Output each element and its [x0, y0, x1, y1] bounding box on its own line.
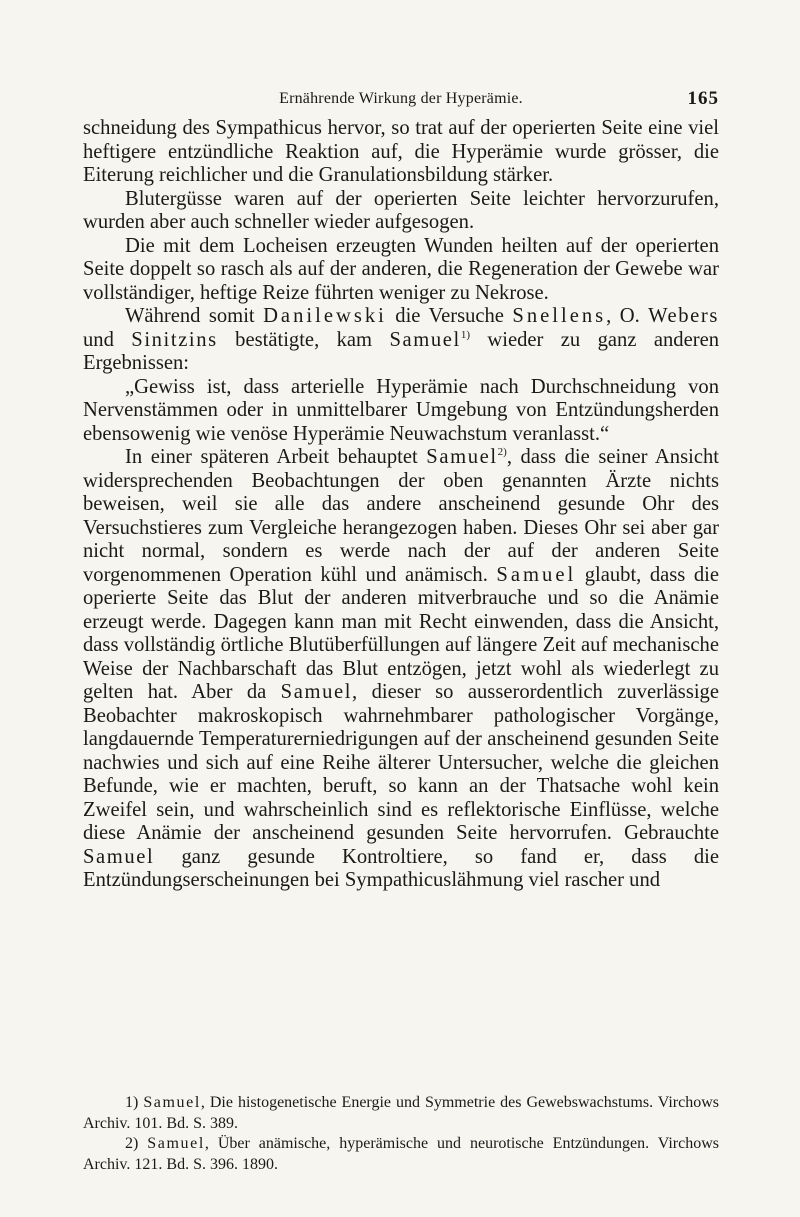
running-title: Ernährende Wirkung der Hyperämie.: [279, 90, 523, 107]
footnote-1: [83, 1093, 719, 1134]
text-run: In einer späteren Arbeit behauptet: [125, 446, 427, 468]
page-number: 165: [687, 88, 719, 109]
footnote-author: Samuel: [143, 1094, 201, 1111]
author-name: Sinitzins: [131, 328, 218, 351]
text-run: bestätigte, kam: [217, 328, 390, 351]
quotation: „Gewiss ist, dass arterielle Hyperämie nach Durchschneidung von Nervenstämmen oder in unmittelbarer Umgebung von Entzündungsherden ebensowenig wie venöse Hyperämie Neuwachstum veranlasst.“: [83, 375, 719, 445]
main-text: [83, 117, 719, 893]
author-name: Samuel: [83, 845, 155, 868]
footnote-marker: 2): [125, 1135, 139, 1152]
footnotes: [83, 1093, 719, 1175]
text-run: wieder zu ganz anderen Ergebnissen:: [83, 328, 720, 374]
author-name: Snellens: [512, 305, 607, 327]
paragraph-2: Blutergüsse waren auf der operierten Seite leichter hervorzurufen, wurden aber auch schneller wieder aufgesogen.: [83, 187, 719, 233]
text-run: glaubt, dass die operierte Seite das Blut der anderen mitverbrauche und so die Anämie erzeugt werde. Dagegen kann man mit Recht einwenden, dass die Ansicht, dass vollständig örtliche Blutüberfüllungen auf längere Zeit auf mechanische Weise der Nachbarschaft das Blut entzögen, jetzt wohl als wiederlegt zu gelten hat. Aber da: [83, 563, 719, 703]
text-run: die Versuche: [386, 305, 513, 327]
footnote-2: [83, 1134, 719, 1175]
footnote-text: , Die histogenetische Energie und Symmetrie des Gewebswachstums. Virchows Archiv. 101. Bd. S. 389.: [83, 1094, 720, 1132]
text-run: , O.: [606, 305, 649, 327]
author-name: Samuel: [280, 681, 353, 703]
footnote-author: Samuel: [147, 1135, 205, 1152]
text-run: Während somit: [125, 305, 264, 327]
author-name: Webers: [648, 305, 719, 327]
author-name: Samuel: [426, 446, 498, 468]
footnote-marker: 1): [125, 1094, 139, 1111]
text-run: ganz gesunde Kontroltiere, so fand er, dass die Entzündungserscheinungen bei Sympathicuslähmung viel rascher und: [83, 845, 719, 891]
footnote-text: , Über anämische, hyperämische und neurotische Entzündungen. Virchows Archiv. 121. Bd. S. 396. 1890.: [83, 1135, 719, 1173]
footnote-ref: 1): [460, 328, 470, 341]
author-name: Danilewski: [263, 305, 387, 327]
paragraph-3: Die mit dem Locheisen erzeugten Wunden heilten auf der operierten Seite doppelt so rasch als auf der anderen, die Regeneration der Gewebe war vollständiger, heftige Reize führten weniger zu Nekrose.: [83, 234, 719, 304]
page-header: [83, 86, 719, 112]
paragraph-6: [83, 446, 719, 893]
footnote-ref: 2): [497, 446, 507, 458]
paragraph-1: schneidung des Sympathicus hervor, so trat auf der operierten Seite eine viel heftigere entzündliche Reaktion auf, die Hyperämie wurde grösser, die Eiterung reichlicher und die Granulationsbildung stärker.: [83, 117, 719, 186]
text-run: und: [83, 328, 132, 351]
author-name: Samuel: [496, 563, 577, 586]
author-name: Samuel: [389, 328, 461, 351]
paragraph-4: [83, 305, 719, 376]
text-run: , dass die seiner Ansicht widersprechenden Beobachtungen der oben genannten Ärzte nichts beweisen, weil sie alle das andere anscheinend gesunde Ohr des Versuchstieres zum Vergleiche herangezogen haben. Dieses Ohr sei aber gar nicht normal, sondern es werde nach der auf der anderen Seite vorgenommenen Operation kühl und anämisch.: [83, 446, 719, 586]
text-run: , dieser so ausserordentlich zuverlässige Beobachter makroskopisch wahrnehmbarer pathologischer Vorgänge, langdauernde Temperaturerniedrigungen auf der anscheinend gesunden Seite nachwies und sich auf eine Reihe älterer Untersucher, welche die gleichen Befunde, wie er machten, beruft, so kann an der Thatsache wohl kein Zweifel sein, und wahrscheinlich sind es reflektorische Einflüsse, welche diese Anämie der anscheinend gesunden Seite hervorrufen. Gebrauchte: [83, 681, 719, 844]
